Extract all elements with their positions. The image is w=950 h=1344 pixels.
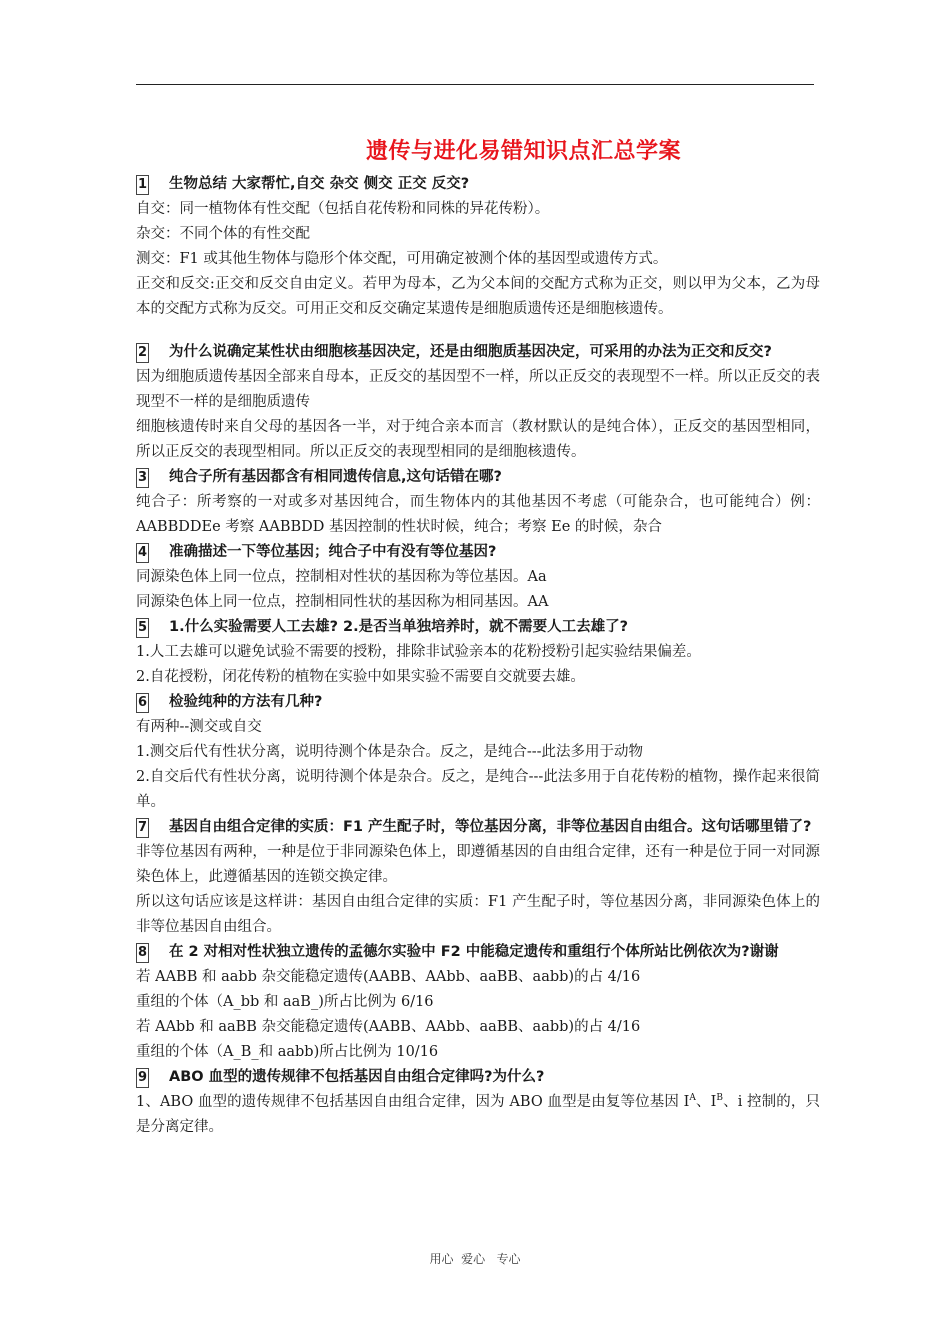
document-body [136,172,820,1140]
question-text: ABO 血型的遗传规律不包括基因自由组合定律吗?为什么? [169,1069,545,1085]
allele-superscript: B [716,1093,723,1104]
question-6 [136,690,820,715]
answer-paragraph: 重组的个体（A_B_和 aabb)所占比例为 10/16 [136,1044,439,1060]
question-text: 在 2 对相对性状独立遗传的孟德尔实验中 F2 中能稳定遗传和重组行个体所站比例依次为?谢谢 [169,944,779,960]
answer-paragraph: 自交：同一植物体有性交配（包括自花传粉和同株的异花传粉）。 [136,201,550,217]
page-footer: 用心 爱心 专心 [429,1252,521,1266]
question-text: 为什么说确定某性状由细胞核基因决定，还是由细胞质基因决定，可采用的办法为正交和反交? [169,344,772,360]
header-rule [136,84,814,85]
answer-paragraph: 若 AAbb 和 aaBB 杂交能稳定遗传(AABB、AAbb、aaBB、aabb)的占 4/16 [136,1019,641,1035]
question-7 [136,815,820,840]
answer-text: 、i 控制的，只是分离定律。 [136,1094,820,1135]
question-number: 9 [136,1068,149,1088]
answer-paragraph: 1.测交后代有性状分离，说明待测个体是杂合。反之，是纯合---此法多用于动物 [136,744,644,760]
allele-superscript: A [689,1093,696,1104]
question-5 [136,615,820,640]
question-number: 1 [136,175,149,195]
answer-text: 、I [695,1094,717,1110]
question-number: 7 [136,818,149,838]
question-number: 3 [136,468,149,488]
question-3 [136,465,820,490]
answer-paragraph: 若 AABB 和 aabb 杂交能稳定遗传(AABB、AAbb、aaBB、aabb)的占 4/16 [136,969,641,985]
question-text: 生物总结 大家帮忙,自交 杂交 侧交 正交 反交? [169,176,470,192]
answer-paragraph: 有两种--测交或自交 [136,719,262,735]
question-4 [136,540,820,565]
answer-paragraph: 非等位基因有两种，一种是位于非同源染色体上，即遵循基因的自由组合定律，还有一种是位于同一对同源染色体上，此遵循基因的连锁交换定律。 [136,844,820,885]
page-title: 遗传与进化易错知识点汇总学案 [366,139,682,164]
answer-paragraph: 杂交：不同个体的有性交配 [136,226,310,242]
question-number: 2 [136,343,149,363]
answer-paragraph: 测交：F1 或其他生物体与隐形个体交配，可用确定被测个体的基因型或遗传方式。 [136,251,668,267]
answer-paragraph: 同源染色体上同一位点，控制相同性状的基因称为相同基因。AA [136,594,549,610]
question-number: 8 [136,943,149,963]
answer-paragraph [136,1090,820,1140]
answer-paragraph: 2.自交后代有性状分离，说明待测个体是杂合。反之，是纯合---此法多用于自花传粉的植物，操作起来很简单。 [136,769,820,810]
answer-paragraph: 2.自花授粉，闭花传粉的植物在实验中如果实验不需要自交就要去雄。 [136,669,585,685]
answer-text: 1、ABO 血型的遗传规律不包括基因自由组合定律，因为 ABO 血型是由复等位基因 I [136,1094,690,1110]
answer-paragraph: 细胞核遗传时来自父母的基因各一半，对于纯合亲本而言（教材默认的是纯合体），正反交的基因型相同，所以正反交的表现型相同。所以正反交的表现型相同的是细胞核遗传。 [136,419,820,460]
question-text: 纯合子所有基因都含有相同遗传信息,这句话错在哪? [169,469,502,485]
question-text: 基因自由组合定律的实质：F1 产生配子时，等位基因分离，非等位基因自由组合。这句话哪里错了? [169,819,812,835]
answer-paragraph: 正交和反交:正交和反交自由定义。若甲为母本，乙为父本间的交配方式称为正交，则以甲为父本，乙为母本的交配方式称为反交。可用正交和反交确定某遗传是细胞质遗传还是细胞核遗传。 [136,276,820,317]
answer-paragraph: 因为细胞质遗传基因全部来自母本，正反交的基因型不一样，所以正反交的表现型不一样。所以正反交的表现型不一样的是细胞质遗传 [136,369,820,410]
answer-paragraph: 重组的个体（A_bb 和 aaB_)所占比例为 6/16 [136,994,434,1010]
question-number: 4 [136,543,149,563]
answer-paragraph: 纯合子：所考察的一对或多对基因纯合，而生物体内的其他基因不考虑（可能杂合，也可能纯合）例：AABBDDEe 考察 AABBDD 基因控制的性状时候，纯合；考察 Ee 的时候，杂合 [136,494,820,535]
question-text: 1.什么实验需要人工去雄? 2.是否当单独培养时，就不需要人工去雄了? [169,619,629,635]
question-number: 6 [136,693,149,713]
question-2 [136,340,820,365]
question-1 [136,172,820,197]
answer-paragraph: 所以这句话应该是这样讲：基因自由组合定律的实质：F1 产生配子时，等位基因分离，非同源染色体上的非等位基因自由组合。 [136,894,820,935]
answer-paragraph: 同源染色体上同一位点，控制相对性状的基因称为等位基因。Aa [136,569,547,585]
answer-paragraph: 1.人工去雄可以避免试验不需要的授粉，排除非试验亲本的花粉授粉引起实验结果偏差。 [136,644,701,660]
question-number: 5 [136,618,149,638]
question-8 [136,940,820,965]
question-text: 准确描述一下等位基因；纯合子中有没有等位基因? [169,544,497,560]
question-text: 检验纯种的方法有几种? [169,694,323,710]
question-9 [136,1065,820,1090]
